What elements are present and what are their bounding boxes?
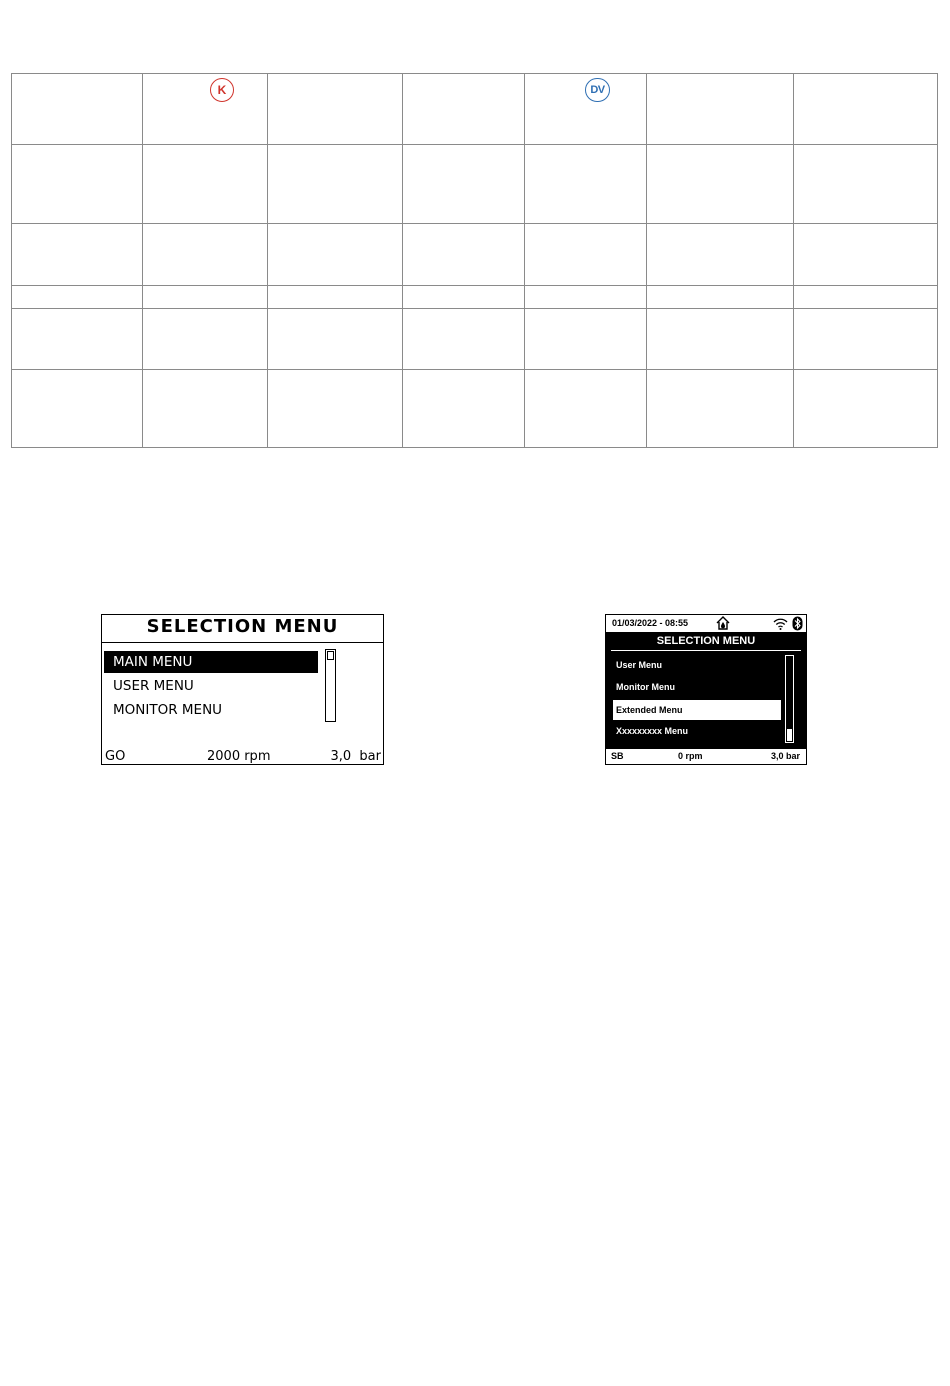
table-row-border [11,144,938,145]
table-col-border [11,73,12,448]
status-pressure: 3,0 bar [770,751,800,761]
scrollbar-thumb[interactable] [327,651,334,660]
table-col-border [524,73,525,448]
dv-badge-icon: DV [585,78,610,102]
title-divider [102,642,383,643]
menu-scrollbar[interactable] [785,655,794,743]
table-col-border [646,73,647,448]
status-speed: 2000 rpm [207,749,271,764]
status-mode: SB [611,751,624,761]
table-col-border [937,73,938,448]
table-row-border [11,308,938,309]
color-display [605,614,807,765]
menu-item-monitor-menu[interactable]: MONITOR MENU [113,702,223,718]
table-row-border [11,369,938,370]
k-badge-icon: K [210,78,234,102]
blank-table-grid [11,73,938,448]
status-mode: GO [105,749,126,764]
status-bar [102,749,383,765]
display-top-bar [606,615,806,632]
table-col-border [402,73,403,448]
menu-item-user-menu[interactable]: USER MENU [113,678,194,694]
menu-item-main-menu[interactable]: MAIN MENU [104,651,318,673]
table-col-border [793,73,794,448]
menu-item-xxxxxxxxx-menu[interactable]: Xxxxxxxxx Menu [616,726,689,736]
table-col-border [267,73,268,448]
status-pressure: 3,0 bar [330,749,381,764]
title-divider [611,650,801,651]
table-col-border [142,73,143,448]
menu-item-monitor-menu[interactable]: Monitor Menu [616,682,675,692]
table-row-border [11,285,938,286]
table-row-border [11,223,938,224]
menu-item-extended-menu[interactable]: Extended Menu [613,700,781,720]
table-row-border [11,73,938,74]
display-title: SELECTION MENU [146,616,339,637]
status-bar [606,749,806,764]
status-speed: 0 rpm [678,751,703,761]
table-row-border [11,447,938,448]
scrollbar-thumb[interactable] [787,729,792,741]
monochrome-display [101,614,384,765]
menu-item-user-menu[interactable]: User Menu [616,660,663,670]
display-title: SELECTION MENU [656,635,756,647]
datetime-label: 01/03/2022 - 08:55 [612,618,689,628]
menu-scrollbar[interactable] [325,649,336,722]
